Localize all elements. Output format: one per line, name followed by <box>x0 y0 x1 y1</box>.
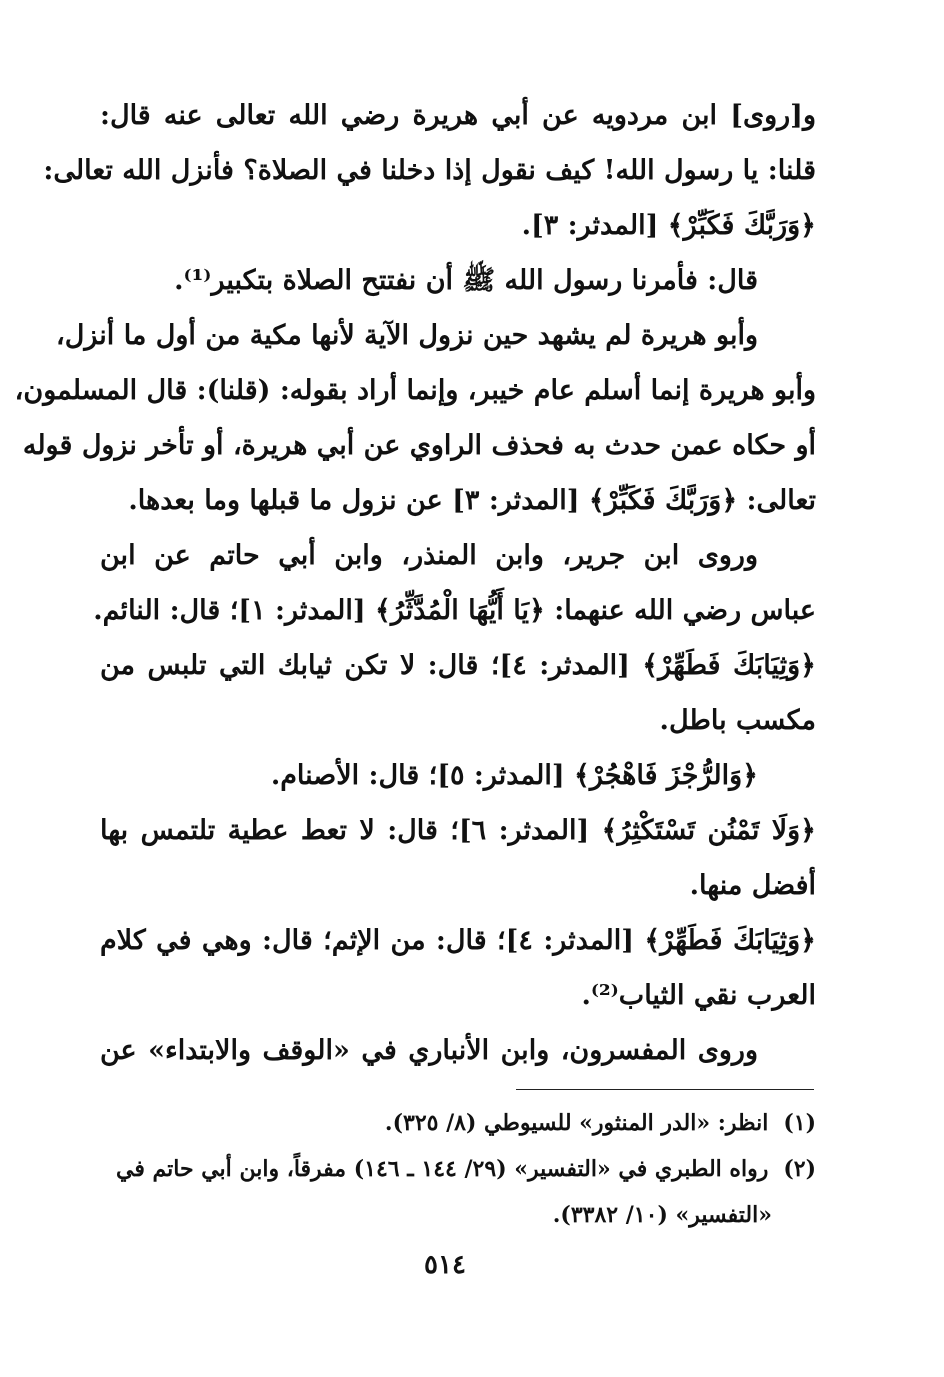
text-line: وأبو هريرة إنما أسلم عام خيبر، وإنما أراد بقوله: (قلنا): قال المسلمون، <box>14 375 816 406</box>
text-line: و[روى] ابن مردويه عن أبي هريرة رضي الله تعالى عنه قال: <box>100 100 816 131</box>
text-line: ﴿وَرَبَّكَ فَكَبِّرْ﴾ [المدثر: ٣]. <box>521 210 816 241</box>
footnote-text: رواه الطبري في «التفسير» (٢٩/ ١٤٤ ـ ١٤٦) مفرقاً، وابن أبي حاتم في <box>115 1156 769 1182</box>
text-line: أفضل منها. <box>689 870 816 901</box>
text-line: عباس رضي الله عنهما: ﴿يَا أَيُّهَا الْمُدَّثِّرُ﴾ [المدثر: ١]؛ قال: النائم. <box>93 595 816 626</box>
text-line: تعالى: ﴿وَرَبَّكَ فَكَبِّرْ﴾ [المدثر: ٣] عن نزول ما قبلها وما بعدها. <box>128 485 816 516</box>
text-line: ﴿وَالرُّجْزَ فَاهْجُرْ﴾ [المدثر: ٥]؛ قال: الأصنام. <box>270 760 758 791</box>
footnotes <box>100 1100 816 1238</box>
footnote-number: (٢) <box>783 1156 816 1182</box>
text-line: ﴿وَثِيَابَكَ فَطَهِّرْ﴾ [المدثر: ٤]؛ قال: من الإثم؛ قال: وهي في كلام <box>100 925 816 956</box>
footnote-number: (١) <box>783 1110 816 1136</box>
text-line: أو حكاه عمن حدث به فحذف الراوي عن أبي هريرة، أو تأخر نزول قوله <box>22 430 816 461</box>
text-line: وروى المفسرون، وابن الأنباري في «الوقف والابتداء» عن <box>100 1035 758 1066</box>
text-line: مكسب باطل. <box>659 705 816 736</box>
footnote-1 <box>100 1100 816 1146</box>
footnote-text: «التفسير» (١٠/ ٣٣٨٢). <box>552 1202 772 1228</box>
text-line: قلنا: يا رسول الله! كيف نقول إذا دخلنا في الصلاة؟ فأنزل الله تعالى: <box>43 155 816 186</box>
text-line: وأبو هريرة لم يشهد حين نزول الآية لأنها مكية من أول ما أنزل، <box>56 320 758 351</box>
text-line: العرب نقي الثياب⁽²⁾. <box>581 980 816 1011</box>
text-line: ﴿وَلَا تَمْنُن تَسْتَكْثِرُ﴾ [المدثر: ٦]؛ قال: لا تعط عطية تلتمس بها <box>100 815 817 846</box>
footnote-2-continuation <box>100 1192 816 1238</box>
footnote-text: انظر: «الدر المنثور» للسيوطي (٨/ ٣٢٥). <box>384 1110 769 1136</box>
text-line: ﴿وَثِيَابَكَ فَطَهِّرْ﴾ [المدثر: ٤]؛ قال: لا تكن ثيابك التي تلبس من <box>100 650 816 681</box>
footnote-2 <box>100 1146 816 1192</box>
page-number: ٥١٤ <box>424 1250 466 1280</box>
footnote-divider <box>516 1089 814 1090</box>
text-line: قال: فأمرنا رسول الله ﷺ أن نفتتح الصلاة بتكبير⁽¹⁾. <box>174 265 758 296</box>
main-text <box>14 88 817 1078</box>
text-line: وروى ابن جرير، وابن المنذر، وابن أبي حاتم عن ابن <box>100 540 758 571</box>
